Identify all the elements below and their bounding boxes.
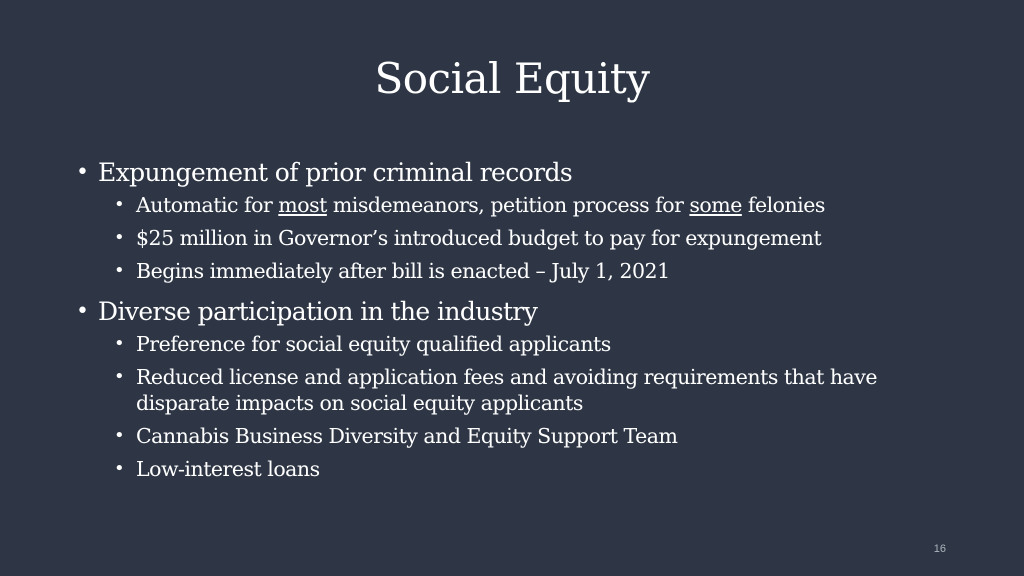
- sub-bullet-item: [114, 225, 956, 251]
- bullet-item-expungement: [76, 156, 956, 189]
- sub-bullet-text: Low-interest loans: [136, 457, 320, 481]
- underlined-word: some: [689, 193, 742, 217]
- bullet-list: [76, 156, 956, 489]
- sub-bullet-item: [114, 456, 956, 482]
- sub-bullet-text: Automatic for most misdemeanors, petition process for some felonies: [136, 193, 825, 217]
- bullet-icon: •: [76, 299, 89, 324]
- bullet-text: Expungement of prior criminal records: [98, 158, 573, 187]
- bullet-icon: •: [114, 333, 125, 354]
- slide-title: Social Equity: [374, 54, 650, 103]
- bullet-icon: •: [114, 194, 125, 215]
- sub-bullet-item: [114, 331, 956, 357]
- bullet-icon: •: [114, 366, 125, 387]
- sub-bullet-text: Begins immediately after bill is enacted – July 1, 2021: [136, 259, 670, 283]
- sub-bullet-text: $25 million in Governor’s introduced budget to pay for expungement: [136, 226, 822, 250]
- page-number: 16: [933, 543, 946, 555]
- sub-bullet-text: Reduced license and application fees and avoiding requirements that have disparate impacts on social equity applicants: [136, 365, 877, 415]
- bullet-icon: •: [114, 227, 125, 248]
- bullet-icon: •: [114, 458, 125, 479]
- bullet-icon: •: [76, 160, 89, 185]
- bullet-item-diverse-participation: [76, 295, 956, 328]
- bullet-icon: •: [114, 425, 125, 446]
- bullet-text: Diverse participation in the industry: [98, 297, 538, 326]
- sub-bullet-text: Cannabis Business Diversity and Equity Support Team: [136, 424, 678, 448]
- bullet-icon: •: [114, 260, 125, 281]
- sub-bullet-text: Preference for social equity qualified applicants: [136, 332, 611, 356]
- underlined-word: most: [278, 193, 327, 217]
- sub-bullet-item: [114, 364, 936, 416]
- sub-bullet-item: [114, 258, 956, 284]
- sub-bullet-item: [114, 192, 956, 218]
- sub-bullet-item: [114, 423, 956, 449]
